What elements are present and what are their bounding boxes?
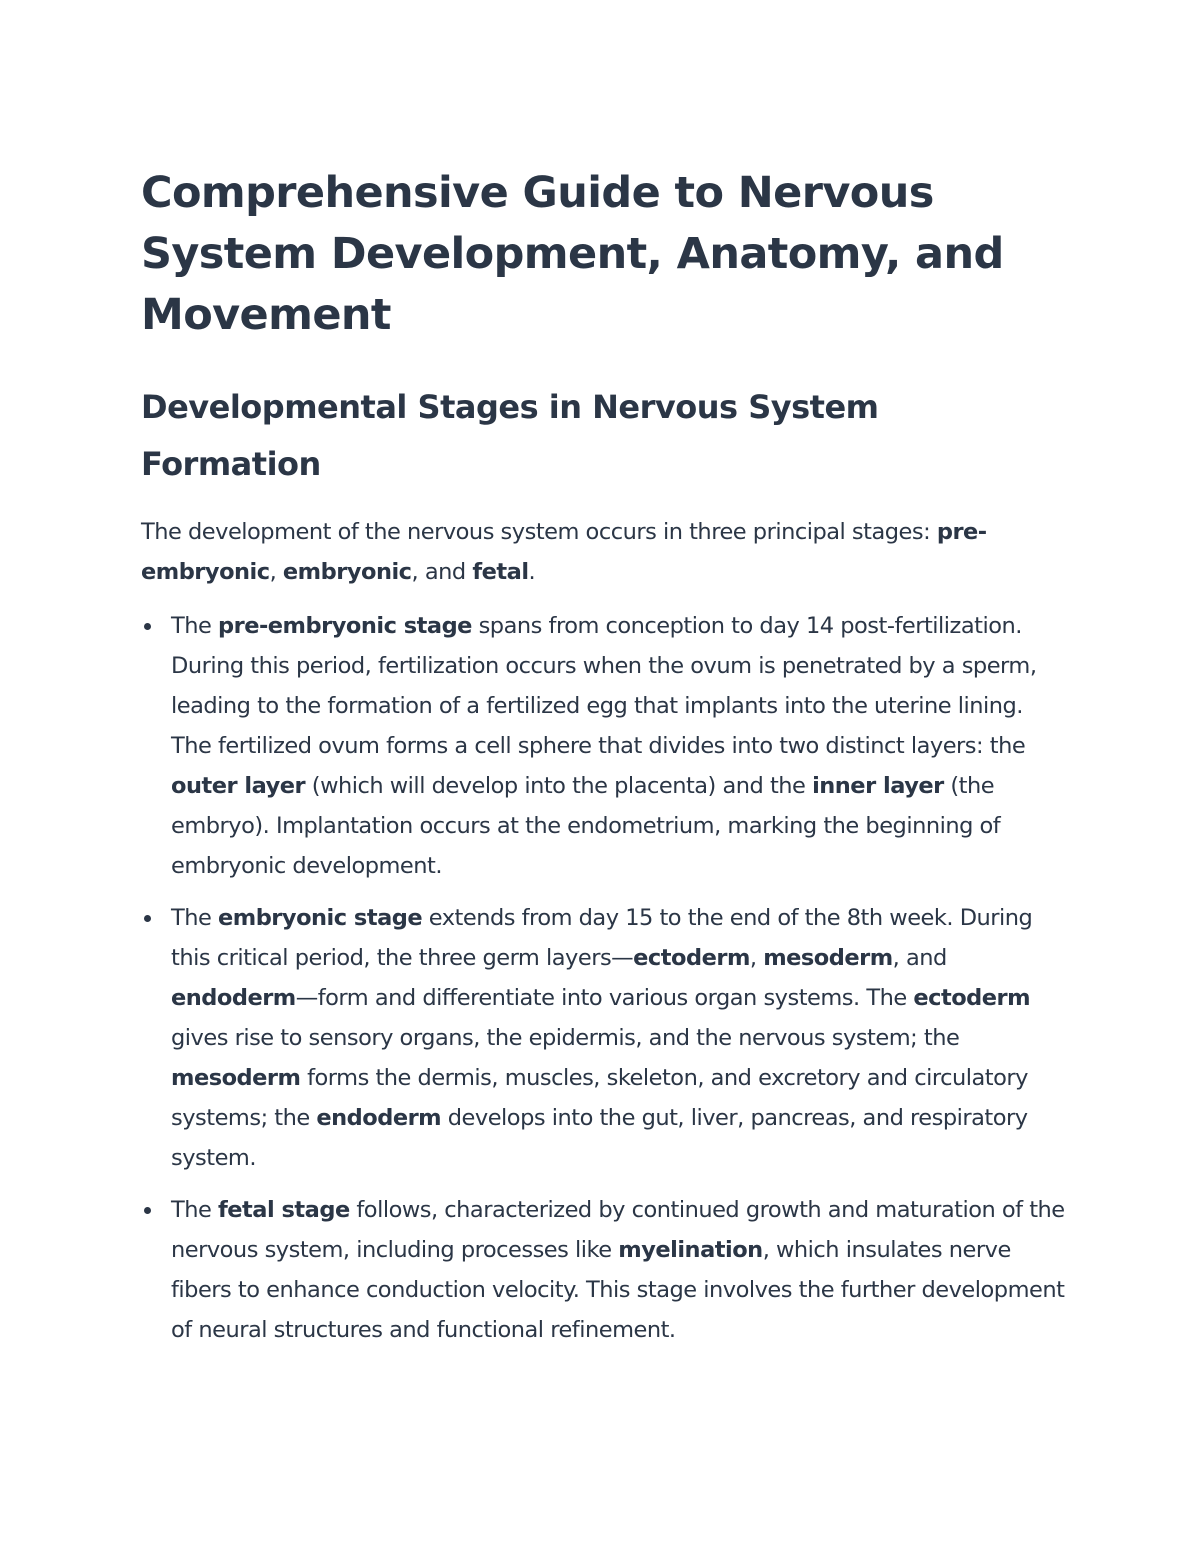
term-mesoderm: mesoderm <box>171 1065 301 1091</box>
intro-text: , <box>269 558 283 585</box>
list-item-text: (the embryo). Implantation occurs at the endometrium, marking the beginning of embryonic development. <box>171 773 1001 879</box>
section-heading: Developmental Stages in Nervous System Formation <box>141 388 879 483</box>
list-item-text: develops into the gut, liver, pancreas, and respiratory system. <box>171 1105 1028 1171</box>
intro-term-fetal: fetal <box>472 558 529 585</box>
term-mesoderm: mesoderm <box>763 945 893 971</box>
intro-text: , and <box>411 558 473 585</box>
intro-paragraph <box>141 513 1066 592</box>
term-ectoderm: ectoderm <box>633 945 750 971</box>
list-item-text: forms the dermis, muscles, skeleton, and excretory and circulatory systems; the <box>171 1065 1028 1131</box>
list-item-text: extends from day 15 to the end of the 8th week. During this critical period, the three germ layers— <box>171 905 1033 971</box>
bullet-icon <box>144 1207 151 1214</box>
intro-text: . <box>528 558 536 585</box>
list-item-text: spans from conception to day 14 post-fertilization. During this period, fertilization occurs when the ovum is penetrated by a sperm, leading to the formation of a fertilized egg that implants into the uterine lining. The fertilized ovum forms a cell sphere that divides into two distinct layers: the <box>171 613 1037 759</box>
term-fetal-stage: fetal stage <box>218 1197 350 1223</box>
bullet-icon <box>144 915 151 922</box>
term-outer-layer: outer layer <box>171 773 306 799</box>
list-item-text: —form and differentiate into various organ systems. The <box>295 985 914 1011</box>
document-page <box>141 163 1066 1362</box>
list-item-text: follows, characterized by continued growth and maturation of the nervous system, including processes like <box>171 1197 1065 1263</box>
term-embryonic-stage: embryonic stage <box>218 905 423 931</box>
term-myelination: myelination <box>618 1237 763 1263</box>
list-item-text: (which will develop into the placenta) and the <box>305 773 813 799</box>
intro-text: The development of the nervous system occurs in three principal stages: <box>141 519 937 545</box>
list-item-text: , <box>749 945 764 971</box>
list-item-text: , and <box>892 945 947 971</box>
term-endoderm: endoderm <box>316 1105 442 1131</box>
stages-list <box>141 606 1066 1350</box>
list-item-text: gives rise to sensory organs, the epidermis, and the nervous system; the <box>171 1025 960 1051</box>
term-ectoderm: ectoderm <box>913 985 1031 1011</box>
bullet-icon <box>144 623 151 630</box>
term-endoderm: endoderm <box>171 985 296 1011</box>
intro-term-embryonic: embryonic <box>282 558 412 585</box>
list-item-fetal-stage <box>171 1190 1066 1350</box>
list-item-text: The <box>171 905 218 931</box>
list-item-text: The <box>171 1197 218 1223</box>
list-item-pre-embryonic-stage <box>171 606 1066 886</box>
term-inner-layer: inner layer <box>812 773 944 799</box>
list-item-embryonic-stage <box>171 898 1066 1178</box>
list-item-text: , which insulates nerve fibers to enhance conduction velocity. This stage involves the further development of neural structures and functional refinement. <box>171 1237 1065 1343</box>
term-pre-embryonic-stage: pre-embryonic stage <box>218 613 472 639</box>
page-title: Comprehensive Guide to Nervous System Development, Anatomy, and Movement <box>141 168 1004 340</box>
intro-term-pre-embryonic: pre-embryonic <box>141 519 987 585</box>
list-item-text: The <box>171 613 218 639</box>
